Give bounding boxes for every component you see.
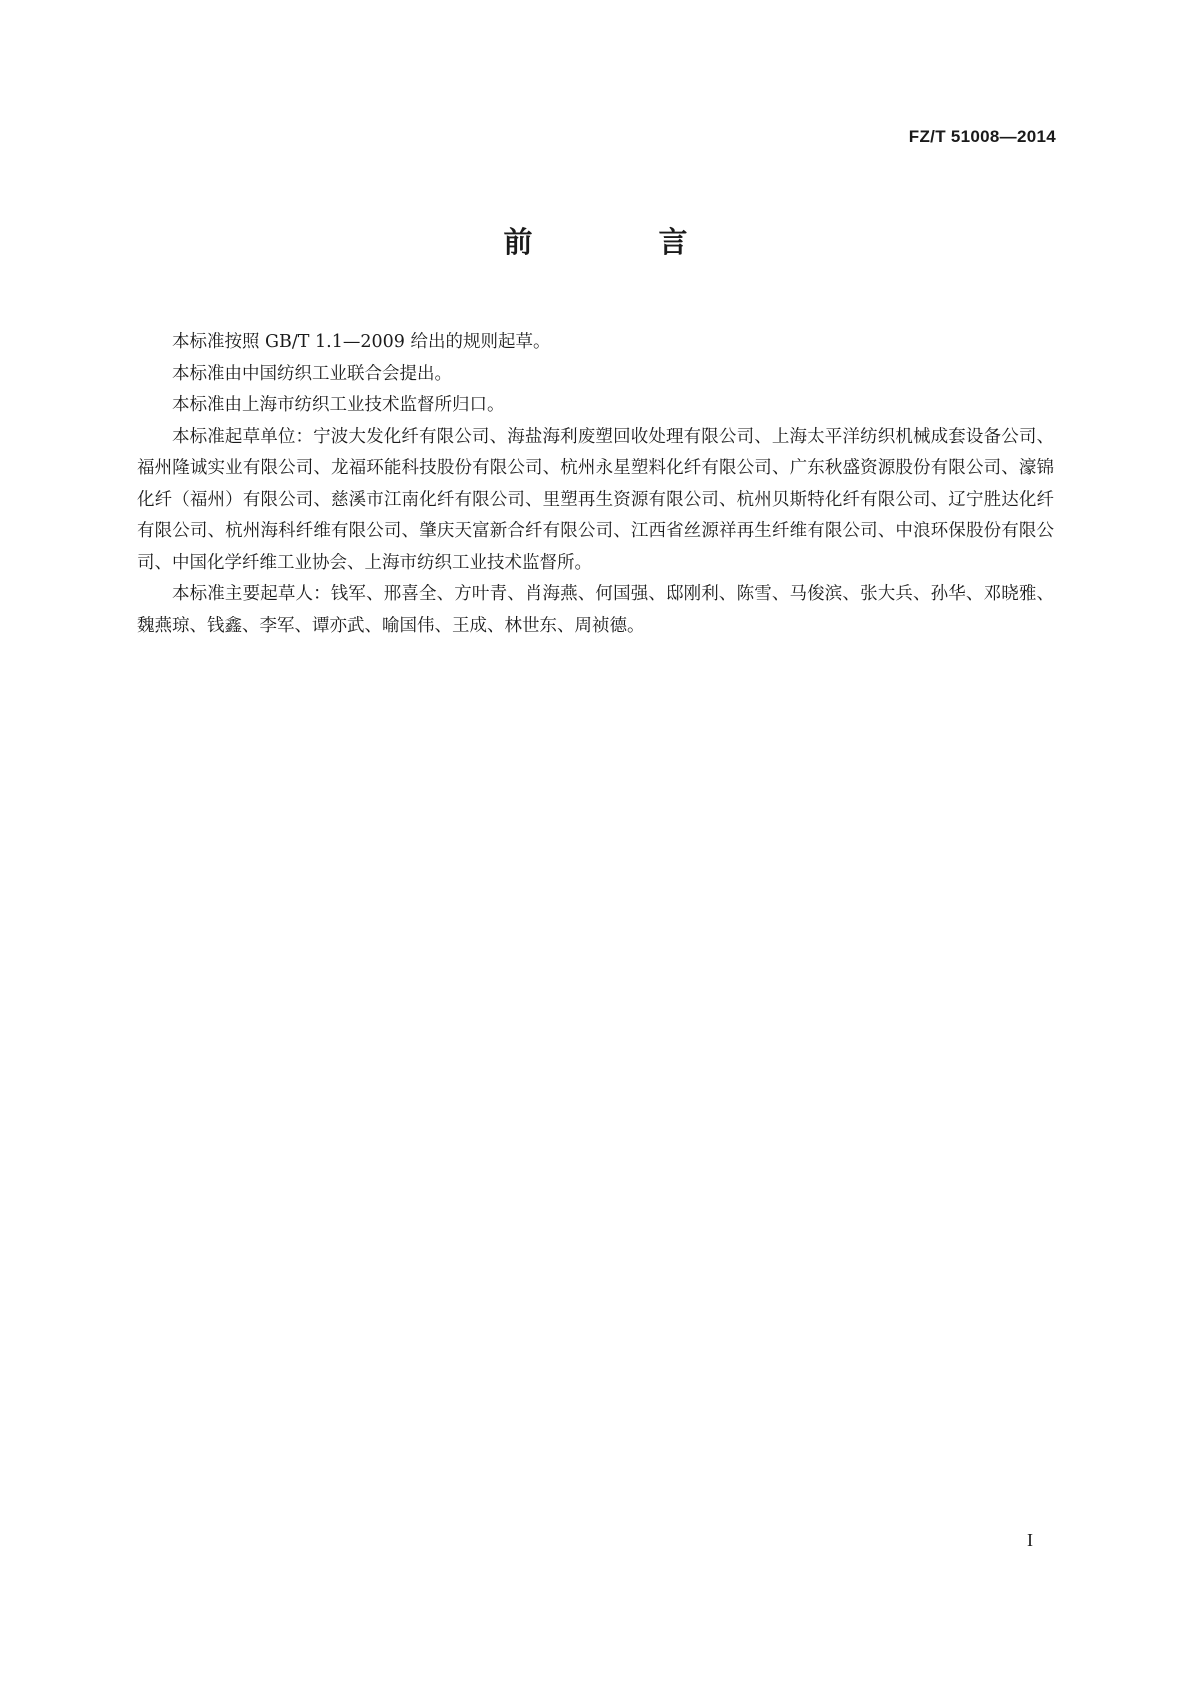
page-title: 前 言 <box>503 225 746 259</box>
page-number: I <box>1027 1530 1033 1550</box>
paragraph-proposer: 本标准由中国纺织工业联合会提出。 <box>172 363 452 384</box>
paragraph-drafters: 本标准主要起草人：钱军、邢喜全、方叶青、肖海燕、何国强、邸刚利、陈雪、马俊滨、张大兵、孙华、邓晓雅、魏燕琼、钱鑫、李军、谭亦武、喻国伟、王成、林世东、周祯德。 <box>137 584 1054 636</box>
paragraph-administrator: 本标准由上海市纺织工业技术监督所归口。 <box>172 395 505 415</box>
foreword-body <box>137 327 1054 642</box>
paragraph-drafting-rules: 本标准按照 GB/T 1.1—2009 给出的规则起草。 <box>172 332 551 352</box>
standard-code: FZ/T 51008—2014 <box>908 127 1056 146</box>
paragraph-drafting-units: 本标准起草单位：宁波大发化纤有限公司、海盐海利废塑回收处理有限公司、上海太平洋纺织机械成套设备公司、福州隆诚实业有限公司、龙福环能科技股份有限公司、杭州永星塑料化纤有限公司、广东秋盛资源股份有限公司、濠锦化纤（福州）有限公司、慈溪市江南化纤有限公司、里塑再生资源有限公司、杭州贝斯特化纤有限公司、辽宁胜达化纤有限公司、杭州海科纤维有限公司、肇庆天富新合纤有限公司、江西省丝源祥再生纤维有限公司、中浪环保股份有限公司、中国化学纤维工业协会、上海市纺织工业技术监督所。 <box>137 426 1054 573</box>
